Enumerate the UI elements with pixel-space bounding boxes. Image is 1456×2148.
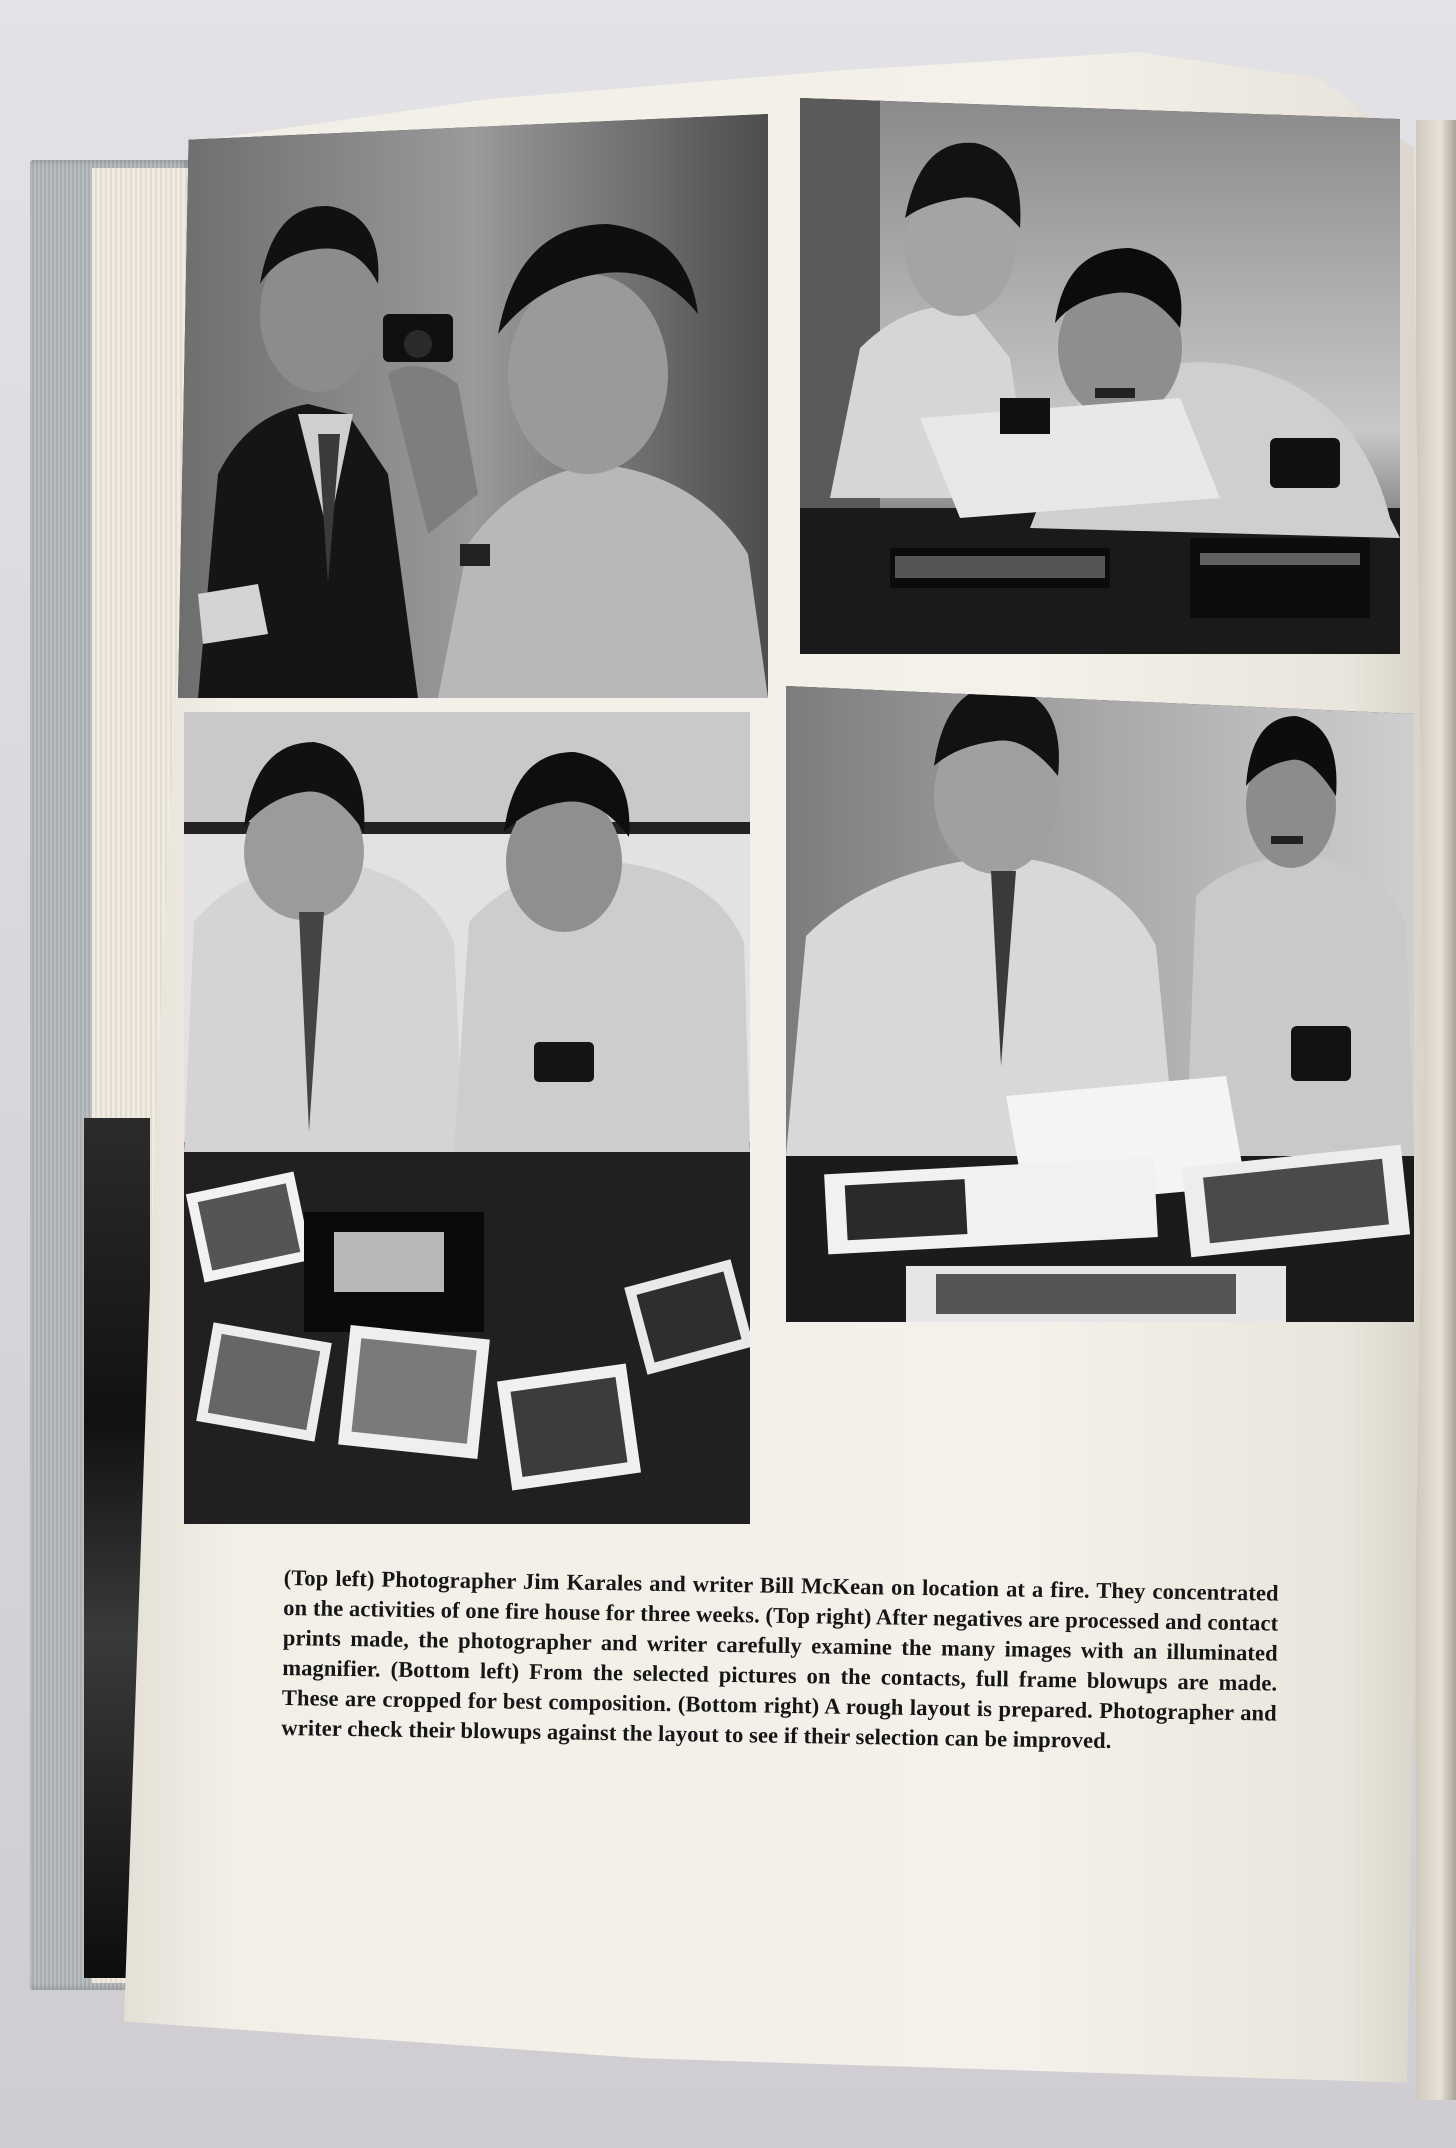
photo-bottom-right [786,686,1414,1322]
photo-top-right [800,98,1400,654]
photo-bottom-left [184,712,750,1524]
photo-bottom-left-image [184,712,750,1524]
photo-top-left [178,114,768,698]
page-caption: (Top left) Photographer Jim Karales and writer Bill McKean on location at a fire. They concentrated on the activities of one fire house for three weeks. (Top right) After negatives are processed and contact prints made, the photographer and writer carefully examine the many images with an illuminated magnifier. (Bottom left) From the selected pictures on the contacts, full frame blowups are made. These are cropped for best composition. (Bottom right) A rough layout is prepared. Photographer and writer check their blowups against the layout to see if their selection can be improved. [281,1564,1279,1754]
photo-top-left-image [178,114,768,698]
photo-bottom-right-image [786,686,1414,1322]
photo-top-right-image [800,98,1400,654]
